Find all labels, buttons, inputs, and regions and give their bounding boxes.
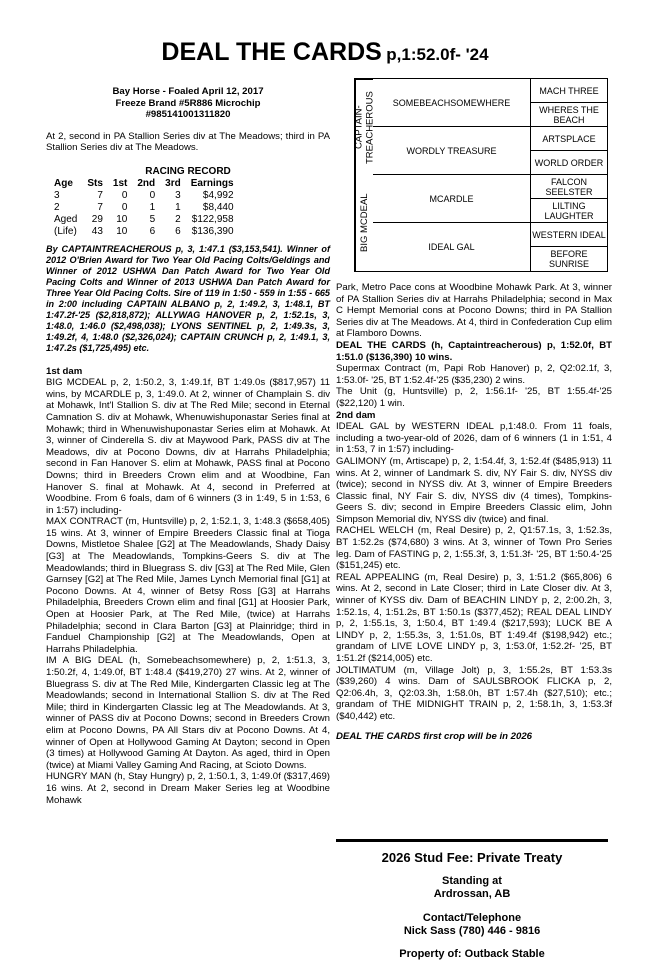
first-dam-entry: IM A BIG DEAL (h, Somebeachsomewhere) p, 2, 1:51.3, 3, 1:50.2f, 4, 1:49.0f, BT 1:48.4 ($419,270) 27 wins. At 2, winner of Bluegrass S. div at The Red Mile, Kindergarten Classic leg at The Meadowlands; second in International Stallion S. div at The Red Mile; third in Kindergarten Classic leg at The Meadowlands. At 3, winner of PASS div at Pocono Downs; second in Breeders Crown elim at Pocono Downs, PA All Stars div at Pocono Downs. At 4, winner of Open at Hollywood Gaming At Dayton; second in Open (3 times) at Hollywood Gaming At Dayton. As aged, third in Open (twice) at Miami Valley Gaming And Racing, at Scioto Downs. bbox=[46, 655, 330, 771]
cell: 10 bbox=[116, 225, 128, 237]
second-dam-heading: 2nd dam bbox=[336, 409, 376, 421]
col-1st: 1st bbox=[112, 177, 128, 189]
racing-record-title: RACING RECORD bbox=[145, 165, 231, 177]
pedigree-gen3: WHERES THE BEACH bbox=[531, 103, 607, 127]
racing-record-table bbox=[54, 178, 244, 238]
galimony-entry: GALIMONY (m, Artiscape) p, 2, 1:54.4f, 3, 1:52.4f ($485,913) 11 wins. At 2, winner of Landmark S. div, NY Fair S. div, NYSS div (twice); second in NYSS div. At 3, winner of Empire Breeders Classic final, NY Fair S. div, NYSS div (4 times), Tompkins-Geers S. div; second in Empire Breeders Classic elim, John Simpson Memorial div, NYSS div (twice) and final. bbox=[336, 455, 612, 525]
pedigree-gen3: WORLD ORDER bbox=[531, 151, 607, 175]
header-line-3: #985141001311820 bbox=[145, 109, 231, 121]
real-appealing-entry: REAL APPEALING (m, Real Desire) p, 3, 1:51.2 ($65,806) 6 wins. At 2, second in Late Closer; third in Late Closer div. At 3, winner of KYSS div. Dam of BEACHIN LINDY p, 2, 2:00.2h, 3, 1:52.1s, 4, 1:51.2s, BT 1:50.1s ($377,452); REAL DEAL LINDY p, 2, 1:55.1s, 3, 1:50.4, BT 1:49.4 ($217,593); LUCK BE A LINDY p, 2, 1:55.3s, 3, 1:51.0s, BT 1:49.4f ($198,942) etc.; grandam of LIVE LOVE LINDY p, 3, 1:53.0f, 1:52.2f- '25, BT 1:51.2f ($214,005) etc. bbox=[336, 571, 612, 664]
divider bbox=[336, 839, 608, 842]
cell: 3 bbox=[54, 189, 60, 201]
first-dam-entry: MAX CONTRACT (m, Huntsville) p, 2, 1:52.1, 3, 1:48.3 ($658,405) 15 wins. At 3, winner of Empire Breeders Classic final at Tioga Downs, Mistletoe Shalee [G2] at The Meadowlands, Shady Daisy [G3] at The Meadowlands, Tompkins-Geers S. div at The Meadowlands; third in Bluegrass S. div [G3] at The Red Mile, Glen Garnsey [G2] at The Red Mile, James Lynch Memorial final [G1] at Pocono Downs. At 4, winner of Betsy Ross [G3] at Harrahs Philadelphia, Breeders Crown elim and final [G1] at Hoosier Park, Open at Hoosier Park, at The Red Mile, (twice) at Harrahs Philadelphia; second in Clara Barton [G3] at Plainridge; third in Fanduel Championship [G2] at The Meadowlands, Open at Harrahs Philadelphia. bbox=[46, 516, 330, 655]
cell: 29 bbox=[91, 213, 103, 225]
horse-name: DEAL THE CARDS bbox=[161, 38, 382, 66]
cell: 10 bbox=[116, 213, 128, 225]
first-dam-entry: HUNGRY MAN (h, Stay Hungry) p, 2, 1:50.1, 3, 1:49.0f ($317,469) 16 wins. At 2, second in Dream Maker Series leg at Woodbine Mohawk bbox=[46, 771, 330, 806]
cell: $4,992 bbox=[202, 189, 234, 201]
cell: 5 bbox=[149, 213, 156, 225]
col-3rd: 3rd bbox=[165, 177, 181, 189]
pedigree-dam-dam: IDEAL GAL bbox=[373, 223, 531, 271]
table-row bbox=[54, 202, 244, 214]
cell: (Life) bbox=[54, 225, 77, 237]
pedigree-gen3: FALCON SEELSTER bbox=[531, 175, 607, 199]
standing-label: Standing at bbox=[442, 875, 502, 887]
header-line-1: Bay Horse - Foaled April 12, 2017 bbox=[112, 86, 264, 97]
deal-the-cards-entry: DEAL THE CARDS (h, Captaintreacherous) p, 1:52.0f, BT 1:51.0 ($136,390) 10 wins. bbox=[336, 339, 612, 363]
col-sts: Sts bbox=[87, 177, 103, 189]
col-age: Age bbox=[54, 177, 73, 189]
supermax-entry: Supermax Contract (m, Papi Rob Hanover) p, 2, Q2:02.1f, 3, 1:53.0f- '25, BT 1:52.4f-'25 ($35,230) 2 wins. bbox=[336, 363, 612, 386]
table-row bbox=[54, 214, 244, 226]
pedigree-dam: BIG MCDEAL bbox=[355, 175, 373, 271]
cell: $8,440 bbox=[202, 201, 234, 213]
pedigree-gen3: LILTING LAUGHTER bbox=[531, 199, 607, 223]
col-2nd: 2nd bbox=[137, 177, 156, 189]
standing-location: Ardrossan, AB bbox=[433, 888, 511, 900]
unit-entry: The Unit (g, Huntsville) p, 2, 1:56.1f- '25, BT 1:55.4f-'25 ($22,120) 1 win. bbox=[336, 386, 612, 409]
racing-record-header bbox=[54, 178, 244, 190]
rachel-welch-entry: RACHEL WELCH (m, Real Desire) p, 2, Q1:57.1s, 3, 1:52.3s, BT 1:52.2s ($74,680) 3 wins. At 3, winner of Town Pro Series leg. Dam of FASTING p, 2, 1:55.3f, 3, 1:51.3f- '25, BT 1:50.4-'25 ($151,245) etc. bbox=[336, 525, 612, 572]
cell: 0 bbox=[121, 201, 128, 213]
cell: $136,390 bbox=[191, 225, 234, 237]
table-row bbox=[54, 226, 244, 238]
cell: 2 bbox=[54, 201, 60, 213]
cell: 7 bbox=[97, 189, 103, 201]
second-dam-text: IDEAL GAL by WESTERN IDEAL p,1:48.0. From 11 foals, including a two-year-old of 2026, dam of 6 winners (1 in 1:51, 4 in 1:53, 7 in 1:57) including- bbox=[336, 421, 612, 456]
table-row bbox=[54, 190, 244, 202]
page-title bbox=[0, 38, 650, 67]
cell: 43 bbox=[91, 225, 103, 237]
cell: 6 bbox=[175, 225, 181, 237]
pedigree-gen3: BEFORE SUNRISE bbox=[548, 249, 589, 269]
cell: Aged bbox=[54, 213, 78, 225]
left-column bbox=[46, 86, 330, 806]
cell: 0 bbox=[149, 189, 156, 201]
cell: 3 bbox=[175, 189, 181, 201]
pedigree-sire-dam: WORDLY TREASURE bbox=[373, 127, 531, 175]
first-dam-heading: 1st dam bbox=[46, 365, 83, 377]
cell: 0 bbox=[121, 189, 128, 201]
pedigree-sire-sire: SOMEBEACHSOMEWHERE bbox=[373, 79, 531, 127]
pedigree-sire: CAPTAIN-TREACHEROUS bbox=[355, 79, 373, 175]
horse-record: p,1:52.0f- '24 bbox=[386, 45, 489, 64]
property-owner: Property of: Outback Stable bbox=[399, 948, 545, 960]
pedigree-gen3: MACH THREE bbox=[531, 79, 607, 103]
sire-paragraph: By CAPTAINTREACHEROUS p, 3, 1:47.1 ($3,153,541). Winner of 2012 O'Brien Award for Two Year Old Pacing Colts/Geldings and Winner of 2012 USHWA Dan Patch Award for Two Year Old Pacing Colts and Winner of 2013 USHWA Dan Patch Award for Three Year Old Pacing Colts. Sire of 119 in 1:50 - 559 in 1:55 - 665 in 2:00 including CAPTAIN ALBANO p, 2, 1:49.2, 3, 1:48.1, BT 1:47.2f-'25 ($2,818,872); ALLYWAG HANOVER p, 2, 1:52.1s, 3, 1:48.0, 1:46.0 ($2,498,038); LYONS SENTINEL p, 2, 1:49.3s, 3, 1:49.2f, 4, 1:48.0 ($2,326,024); CAPTAIN CRUNCH p, 2, 1:49.1, 3, 1:47.2s ($1,725,495) etc. bbox=[46, 243, 330, 353]
continued-text: Park, Metro Pace cons at Woodbine Mohawk Park. At 3, winner of PA Stallion Series div at Harrahs Philadelphia; second in Max C Hempt Memorial cons at Pocono Downs; third in PA Stallion Series div at The Meadows. At 4, third in Confederation Cup elim at Flamboro Downs. bbox=[336, 282, 612, 340]
pedigree-dam-sire: MCARDLE bbox=[373, 175, 531, 223]
pedigree-gen3: WESTERN IDEAL bbox=[531, 223, 607, 247]
first-dam-entry: BIG MCDEAL p, 2, 1:50.2, 3, 1:49.1f, BT 1:49.0s ($817,957) 11 wins, by MCARDLE p, 3, 1:49.0. At 2, winner of Champlain S. div at Mohawk, Int'l Stallion S. div at The Red Mile; second in Eternal Camnation S. div at Mohawk, Whenuwishuponastar Series final at Mohawk; third in Whenuwishuponastar Series elim at Mohawk. At 3, winner of Cinderella S. div at Maywood Park, PASS div at The Meadows, div at Pocono Downs, div at Harrahs Philadelphia; second in Fan Hanover S. elim at Mohawk, PASS final at Pocono Downs; third in Breeders Crown elim and at Woodbine, Fan Hanover S. final at Mohawk. At 4, second in Preferred at Woodbine. From 6 foals, dam of 6 winners (3 in 1:49, 5 in 1:53, 6 in 1:57) including- bbox=[46, 377, 330, 516]
contact-phone: Nick Sass (780) 446 - 9816 bbox=[403, 925, 541, 937]
stud-fee: 2026 Stud Fee: Private Treaty bbox=[381, 850, 563, 865]
right-column bbox=[336, 282, 612, 742]
cell: 1 bbox=[149, 201, 156, 213]
header-line-2: Freeze Brand #5R886 Microchip bbox=[115, 97, 261, 109]
cell: 7 bbox=[97, 201, 103, 213]
first-crop-note: DEAL THE CARDS first crop will be in 2026 bbox=[336, 730, 533, 742]
cell: 1 bbox=[175, 201, 181, 213]
cell: 2 bbox=[175, 213, 181, 225]
cell: 6 bbox=[149, 225, 156, 237]
pedigree-chart bbox=[354, 78, 608, 272]
cell: $122,958 bbox=[191, 213, 234, 225]
pedigree-gen3: ARTSPLACE bbox=[531, 127, 607, 151]
col-earnings: Earnings bbox=[190, 177, 234, 189]
contact-label: Contact/Telephone bbox=[422, 912, 522, 924]
joltimatum-entry: JOLTIMATUM (m, Village Jolt) p, 3, 1:55.2s, BT 1:53.3s ($39,260) 4 wins. Dam of SAULSBROOK FLICKA p, 2, Q2:06.4h, 3, Q2:03.3h, 1:58.0h, BT 1:57.4h ($27,510); etc.; grandam of THE MIDNIGHT TRAIN p, 2, 1:58.1h, 3, 1:53.3f ($40,442) etc. bbox=[336, 664, 612, 722]
summary-text: At 2, second in PA Stallion Series div at The Meadows; third in PA Stallion Series div at The Meadows. bbox=[46, 130, 330, 154]
